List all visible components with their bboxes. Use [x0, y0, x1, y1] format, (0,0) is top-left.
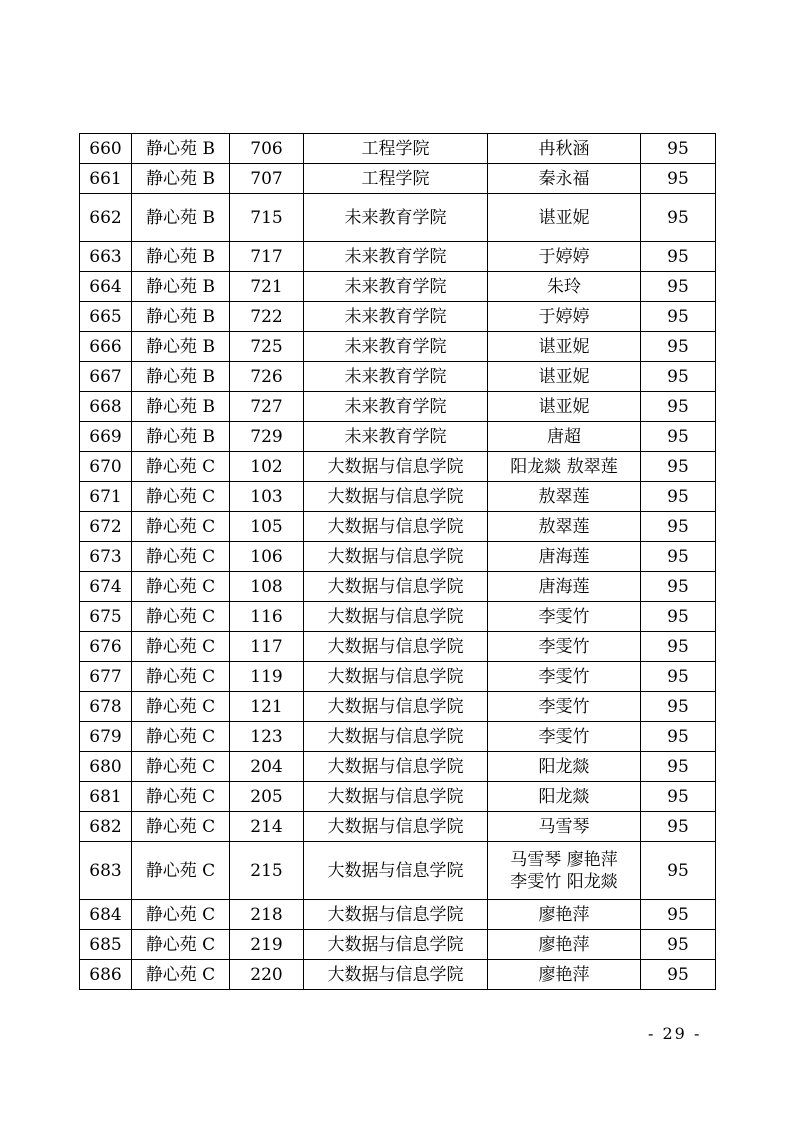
table-row: [80, 164, 716, 194]
room-cell: 117: [230, 632, 304, 662]
person-cell: 于婷婷: [488, 242, 641, 272]
building-cell: 静心苑 C: [132, 900, 230, 930]
score-cell: 95: [641, 194, 716, 242]
table-row: [80, 302, 716, 332]
row-number: 664: [80, 272, 132, 302]
room-cell: 105: [230, 512, 304, 542]
person-cell: 阳龙燚: [488, 752, 641, 782]
college-cell: 未来教育学院: [304, 242, 488, 272]
college-cell: 大数据与信息学院: [304, 542, 488, 572]
building-cell: 静心苑 C: [132, 572, 230, 602]
table-row: [80, 930, 716, 960]
score-cell: 95: [641, 692, 716, 722]
person-cell: [488, 842, 641, 900]
person-cell: 阳龙燚: [488, 782, 641, 812]
table-row: [80, 812, 716, 842]
building-cell: 静心苑 B: [132, 194, 230, 242]
row-number: 681: [80, 782, 132, 812]
room-cell: 123: [230, 722, 304, 752]
room-cell: 726: [230, 362, 304, 392]
row-number: 665: [80, 302, 132, 332]
person-cell: 谌亚妮: [488, 194, 641, 242]
score-cell: 95: [641, 632, 716, 662]
building-cell: 静心苑 B: [132, 302, 230, 332]
table-row: [80, 842, 716, 900]
college-cell: 大数据与信息学院: [304, 930, 488, 960]
score-cell: 95: [641, 512, 716, 542]
table-row: [80, 960, 716, 990]
score-cell: 95: [641, 842, 716, 900]
row-number: 679: [80, 722, 132, 752]
score-cell: 95: [641, 752, 716, 782]
college-cell: 工程学院: [304, 134, 488, 164]
room-cell: 706: [230, 134, 304, 164]
building-cell: 静心苑 B: [132, 332, 230, 362]
row-number: 680: [80, 752, 132, 782]
score-cell: 95: [641, 362, 716, 392]
room-cell: 715: [230, 194, 304, 242]
building-cell: 静心苑 C: [132, 602, 230, 632]
room-cell: 116: [230, 602, 304, 632]
score-cell: 95: [641, 572, 716, 602]
table-row: [80, 752, 716, 782]
score-cell: 95: [641, 392, 716, 422]
person-cell: 廖艳萍: [488, 900, 641, 930]
person-cell: 李雯竹: [488, 692, 641, 722]
room-cell: 707: [230, 164, 304, 194]
room-cell: 220: [230, 960, 304, 990]
table-row: [80, 662, 716, 692]
score-cell: 95: [641, 662, 716, 692]
room-cell: 214: [230, 812, 304, 842]
table-row: [80, 242, 716, 272]
person-cell: 谌亚妮: [488, 362, 641, 392]
score-cell: 95: [641, 164, 716, 194]
person-cell: 廖艳萍: [488, 930, 641, 960]
building-cell: 静心苑 C: [132, 722, 230, 752]
college-cell: 大数据与信息学院: [304, 512, 488, 542]
row-number: 684: [80, 900, 132, 930]
building-cell: 静心苑 B: [132, 134, 230, 164]
row-number: 662: [80, 194, 132, 242]
room-cell: 102: [230, 452, 304, 482]
score-cell: 95: [641, 900, 716, 930]
building-cell: 静心苑 B: [132, 272, 230, 302]
person-cell: 廖艳萍: [488, 960, 641, 990]
room-cell: 215: [230, 842, 304, 900]
table-row: [80, 572, 716, 602]
college-cell: 未来教育学院: [304, 272, 488, 302]
score-cell: 95: [641, 134, 716, 164]
person-cell: 唐超: [488, 422, 641, 452]
building-cell: 静心苑 C: [132, 812, 230, 842]
building-cell: 静心苑 C: [132, 452, 230, 482]
person-cell: 朱玲: [488, 272, 641, 302]
row-number: 670: [80, 452, 132, 482]
score-cell: 95: [641, 722, 716, 752]
score-cell: 95: [641, 272, 716, 302]
person-cell: 敖翠莲: [488, 512, 641, 542]
person-line: 李雯竹 阳龙燚: [510, 871, 618, 892]
person-cell: 唐海莲: [488, 542, 641, 572]
building-cell: 静心苑 C: [132, 752, 230, 782]
table-row: [80, 512, 716, 542]
building-cell: 静心苑 C: [132, 482, 230, 512]
college-cell: 大数据与信息学院: [304, 842, 488, 900]
row-number: 663: [80, 242, 132, 272]
row-number: 686: [80, 960, 132, 990]
college-cell: 未来教育学院: [304, 422, 488, 452]
row-number: 661: [80, 164, 132, 194]
building-cell: 静心苑 B: [132, 392, 230, 422]
table-row: [80, 782, 716, 812]
college-cell: 大数据与信息学院: [304, 452, 488, 482]
person-line: 马雪琴 廖艳萍: [510, 849, 618, 870]
college-cell: 大数据与信息学院: [304, 632, 488, 662]
table-row: [80, 692, 716, 722]
table-row: [80, 392, 716, 422]
room-cell: 727: [230, 392, 304, 422]
person-cell: 敖翠莲: [488, 482, 641, 512]
college-cell: 未来教育学院: [304, 392, 488, 422]
room-cell: 218: [230, 900, 304, 930]
table-row: [80, 194, 716, 242]
table-row: [80, 632, 716, 662]
row-number: 668: [80, 392, 132, 422]
building-cell: 静心苑 C: [132, 960, 230, 990]
college-cell: 大数据与信息学院: [304, 602, 488, 632]
score-cell: 95: [641, 782, 716, 812]
person-cell: 唐海莲: [488, 572, 641, 602]
score-cell: 95: [641, 452, 716, 482]
table-row: [80, 452, 716, 482]
building-cell: 静心苑 C: [132, 930, 230, 960]
table-row: [80, 134, 716, 164]
college-cell: 大数据与信息学院: [304, 960, 488, 990]
score-cell: 95: [641, 482, 716, 512]
person-cell: 李雯竹: [488, 602, 641, 632]
row-number: 672: [80, 512, 132, 542]
room-cell: 729: [230, 422, 304, 452]
row-number: 682: [80, 812, 132, 842]
room-cell: 219: [230, 930, 304, 960]
building-cell: 静心苑 B: [132, 422, 230, 452]
score-cell: 95: [641, 960, 716, 990]
person-cell: 冉秋涵: [488, 134, 641, 164]
building-cell: 静心苑 C: [132, 662, 230, 692]
row-number: 669: [80, 422, 132, 452]
person-cell: 李雯竹: [488, 722, 641, 752]
row-number: 666: [80, 332, 132, 362]
table-row: [80, 542, 716, 572]
room-cell: 205: [230, 782, 304, 812]
college-cell: 大数据与信息学院: [304, 812, 488, 842]
college-cell: 大数据与信息学院: [304, 900, 488, 930]
score-cell: 95: [641, 930, 716, 960]
table-row: [80, 272, 716, 302]
table-row: [80, 422, 716, 452]
room-cell: 106: [230, 542, 304, 572]
page-number: - 29 -: [648, 1024, 702, 1043]
building-cell: 静心苑 B: [132, 362, 230, 392]
room-cell: 119: [230, 662, 304, 692]
building-cell: 静心苑 C: [132, 542, 230, 572]
room-cell: 204: [230, 752, 304, 782]
table-row: [80, 900, 716, 930]
college-cell: 未来教育学院: [304, 194, 488, 242]
person-cell: 谌亚妮: [488, 332, 641, 362]
table-row: [80, 332, 716, 362]
room-cell: 721: [230, 272, 304, 302]
college-cell: 大数据与信息学院: [304, 782, 488, 812]
room-cell: 121: [230, 692, 304, 722]
row-number: 675: [80, 602, 132, 632]
college-cell: 大数据与信息学院: [304, 662, 488, 692]
row-number: 676: [80, 632, 132, 662]
building-cell: 静心苑 B: [132, 164, 230, 194]
college-cell: 大数据与信息学院: [304, 572, 488, 602]
table-row: [80, 362, 716, 392]
college-cell: 大数据与信息学院: [304, 692, 488, 722]
person-cell: 于婷婷: [488, 302, 641, 332]
person-cell: 谌亚妮: [488, 392, 641, 422]
score-cell: 95: [641, 422, 716, 452]
room-cell: 108: [230, 572, 304, 602]
row-number: 678: [80, 692, 132, 722]
person-cell: 李雯竹: [488, 662, 641, 692]
building-cell: 静心苑 C: [132, 512, 230, 542]
dormitory-score-table: [79, 133, 716, 990]
score-cell: 95: [641, 242, 716, 272]
building-cell: 静心苑 C: [132, 632, 230, 662]
college-cell: 工程学院: [304, 164, 488, 194]
score-cell: 95: [641, 812, 716, 842]
score-cell: 95: [641, 542, 716, 572]
room-cell: 717: [230, 242, 304, 272]
college-cell: 未来教育学院: [304, 362, 488, 392]
row-number: 677: [80, 662, 132, 692]
building-cell: 静心苑 C: [132, 782, 230, 812]
building-cell: 静心苑 C: [132, 692, 230, 722]
college-cell: 大数据与信息学院: [304, 752, 488, 782]
person-cell: 阳龙燚 敖翠莲: [488, 452, 641, 482]
row-number: 685: [80, 930, 132, 960]
building-cell: 静心苑 C: [132, 842, 230, 900]
college-cell: 未来教育学院: [304, 332, 488, 362]
table-row: [80, 722, 716, 752]
college-cell: 大数据与信息学院: [304, 482, 488, 512]
row-number: 673: [80, 542, 132, 572]
score-cell: 95: [641, 302, 716, 332]
person-cell: 马雪琴: [488, 812, 641, 842]
college-cell: 大数据与信息学院: [304, 722, 488, 752]
room-cell: 103: [230, 482, 304, 512]
score-cell: 95: [641, 602, 716, 632]
person-cell: 秦永福: [488, 164, 641, 194]
row-number: 667: [80, 362, 132, 392]
building-cell: 静心苑 B: [132, 242, 230, 272]
table-row: [80, 602, 716, 632]
row-number: 674: [80, 572, 132, 602]
score-cell: 95: [641, 332, 716, 362]
row-number: 671: [80, 482, 132, 512]
person-cell: 李雯竹: [488, 632, 641, 662]
room-cell: 725: [230, 332, 304, 362]
table-row: [80, 482, 716, 512]
college-cell: 未来教育学院: [304, 302, 488, 332]
row-number: 660: [80, 134, 132, 164]
row-number: 683: [80, 842, 132, 900]
room-cell: 722: [230, 302, 304, 332]
